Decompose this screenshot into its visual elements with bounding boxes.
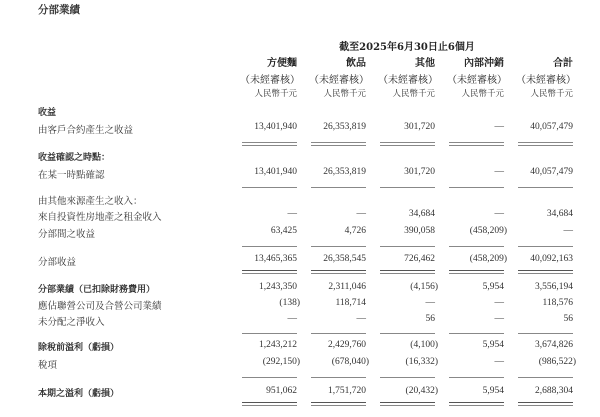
col-header-beverages: 飲品	[346, 58, 366, 69]
underline-rule	[380, 187, 435, 188]
underline-rule	[311, 333, 366, 334]
cell-value: 1,751,720	[328, 386, 366, 396]
cell-value: 63,425	[270, 226, 297, 236]
double-underline-rule	[380, 270, 435, 274]
underline-rule	[449, 142, 504, 143]
cell-value: 5,954	[482, 282, 504, 292]
col-audit-1: （未經審核）	[309, 75, 369, 86]
cell-value: 1,243,350	[259, 282, 297, 292]
cell-value: 301,720	[404, 167, 435, 177]
double-underline-rule	[311, 270, 366, 274]
cell-value: —	[494, 357, 504, 367]
period-header-text: 截至2025年6月30日止6個月	[339, 42, 475, 53]
cell-value: 726,462	[404, 254, 435, 264]
cell-value: (678,040)	[331, 357, 369, 367]
underline-rule	[380, 333, 435, 334]
cell-value: —	[356, 209, 366, 219]
row-label: 應佔聯營公司及合營公司業績	[38, 301, 162, 312]
cell-value: 390,058	[404, 226, 435, 236]
underline-rule	[311, 187, 366, 188]
cell-value: 26,353,819	[323, 167, 366, 177]
cell-value: 13,401,940	[254, 122, 297, 132]
cell-value: (4,156)	[410, 282, 438, 292]
underline-rule	[242, 145, 297, 146]
cell-value: 118,576	[542, 298, 573, 308]
cell-value: 301,720	[404, 122, 435, 132]
underline-rule	[449, 187, 504, 188]
cell-value: 2,429,760	[328, 340, 366, 350]
underline-rule	[380, 145, 435, 146]
cell-value: 26,353,819	[323, 122, 366, 132]
cell-value: (138)	[279, 298, 300, 308]
col-header-others: 其他	[415, 58, 435, 69]
underline-rule	[518, 142, 573, 143]
cell-value: 2,311,046	[328, 282, 366, 292]
row-label: 未分配之淨收入	[38, 317, 105, 328]
underline-rule	[518, 246, 573, 247]
cell-value: (16,332)	[405, 357, 438, 367]
double-underline-rule	[380, 402, 435, 406]
underline-rule	[380, 246, 435, 247]
underline-rule	[311, 142, 366, 143]
cell-value: 1,243,212	[259, 340, 297, 350]
cell-value: —	[425, 298, 435, 308]
row-label: 稅項	[38, 360, 58, 371]
double-underline-rule	[242, 402, 297, 406]
col-currency-3: 人民幣千元	[461, 89, 504, 99]
cell-value: 13,401,940	[254, 167, 297, 177]
underline-rule	[449, 333, 504, 334]
cell-value: —	[494, 314, 504, 324]
underline-rule	[311, 246, 366, 247]
underline-rule	[518, 187, 573, 188]
cell-value: 34,684	[546, 209, 573, 219]
double-underline-rule	[311, 402, 366, 406]
double-underline-rule	[242, 270, 297, 274]
underline-rule	[518, 377, 573, 378]
cell-value: 4,726	[344, 226, 366, 236]
row-label: 分部間之收益	[38, 229, 96, 240]
cell-value: —	[287, 209, 297, 219]
col-header-instant-noodles: 方便麵	[267, 58, 297, 69]
cell-value: 3,556,194	[535, 282, 573, 292]
cell-value: 40,092,163	[530, 254, 573, 264]
row-label: 分部收益	[38, 257, 77, 268]
cell-value: 951,062	[266, 386, 297, 396]
underline-rule	[242, 333, 297, 334]
col-audit-3: （未經審核）	[447, 75, 507, 86]
row-label: 收益	[38, 108, 57, 118]
col-header-total: 合計	[553, 58, 573, 69]
underline-rule	[380, 142, 435, 143]
col-audit-0: （未經審核）	[240, 75, 300, 86]
col-currency-4: 人民幣千元	[530, 89, 573, 99]
underline-rule	[242, 377, 297, 378]
underline-rule	[449, 377, 504, 378]
cell-value: 2,688,304	[535, 386, 573, 396]
underline-rule	[380, 377, 435, 378]
cell-value: —	[287, 314, 297, 324]
col-audit-4: （未經審核）	[516, 75, 576, 86]
underline-rule	[449, 246, 504, 247]
row-label: 在某一時點確認	[38, 170, 105, 181]
cell-value: 5,954	[482, 340, 504, 350]
cell-value: 56	[425, 314, 435, 324]
cell-value: 26,358,545	[323, 254, 366, 264]
underline-rule	[449, 145, 504, 146]
underline-rule	[242, 246, 297, 247]
cell-value: —	[494, 298, 504, 308]
col-currency-0: 人民幣千元	[254, 89, 297, 99]
underline-rule	[311, 377, 366, 378]
row-label: 來自投資性房地產之租金收入	[38, 212, 162, 223]
cell-value: 40,057,479	[530, 122, 573, 132]
cell-value: 3,674,826	[535, 340, 573, 350]
cell-value: —	[494, 209, 504, 219]
cell-value: (458,209)	[469, 254, 507, 264]
underline-rule	[311, 145, 366, 146]
row-label: 收益確認之時點：	[38, 153, 111, 163]
row-label: 除稅前溢利（虧損）	[38, 343, 120, 353]
row-label: 由其他來源產生之收入：	[38, 196, 143, 207]
cell-value: 118,714	[335, 298, 366, 308]
cell-value: 40,057,479	[530, 167, 573, 177]
underline-rule	[242, 187, 297, 188]
cell-value: —	[563, 226, 573, 236]
double-underline-rule	[449, 270, 504, 274]
col-currency-2: 人民幣千元	[392, 89, 435, 99]
cell-value: (20,432)	[405, 386, 438, 396]
cell-value: (986,522)	[538, 357, 576, 367]
col-currency-1: 人民幣千元	[323, 89, 366, 99]
double-underline-rule	[518, 402, 573, 406]
col-header-eliminations: 內部沖銷	[464, 58, 504, 69]
cell-value: (4,100)	[410, 340, 438, 350]
cell-value: 13,465,365	[254, 254, 297, 264]
cell-value: 34,684	[408, 209, 435, 219]
cell-value: —	[494, 122, 504, 132]
row-label: 由客戶合約產生之收益	[38, 125, 134, 136]
underline-rule	[518, 333, 573, 334]
row-label: 本期之溢利（虧損）	[38, 389, 120, 399]
cell-value: 5,954	[482, 386, 504, 396]
underline-rule	[518, 145, 573, 146]
double-underline-rule	[449, 402, 504, 406]
cell-value: (458,209)	[469, 226, 507, 236]
row-label: 分部業績（已扣除財務費用）	[38, 285, 156, 295]
underline-rule	[242, 142, 297, 143]
cell-value: —	[494, 167, 504, 177]
cell-value: 56	[563, 314, 573, 324]
double-underline-rule	[518, 270, 573, 274]
cell-value: (292,150)	[262, 357, 300, 367]
section-title: 分部業績	[38, 4, 80, 16]
col-audit-2: （未經審核）	[378, 75, 438, 86]
cell-value: —	[356, 314, 366, 324]
